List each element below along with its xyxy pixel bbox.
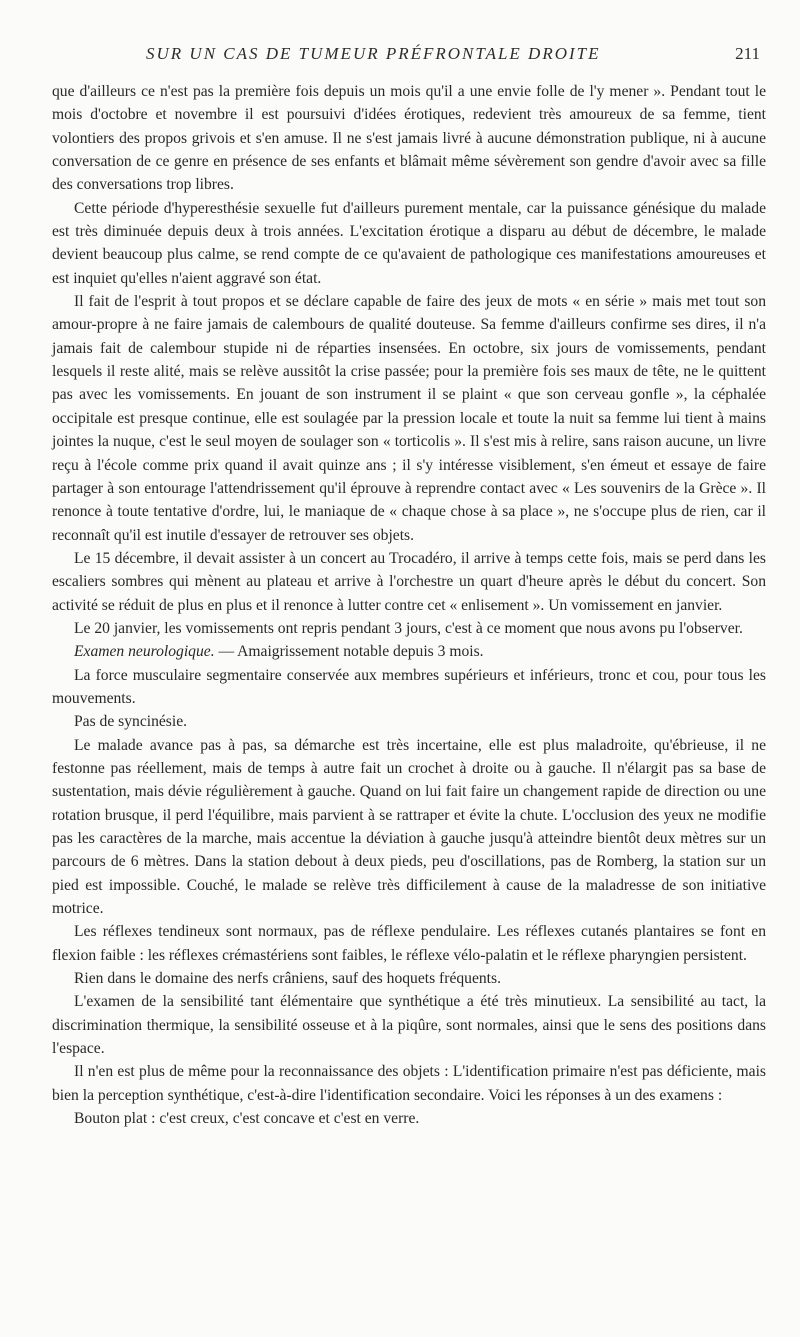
paragraph-wordplay-vomiting [52, 290, 766, 547]
paragraph-text: Le 15 décembre, il devait assister à un concert au Trocadéro, il arrive à temps cette fois, mais se perd dans les escaliers sombres qui mènent au plateau et arrive à l'orchestre un quart d'heure après le début du concert. Son activité se réduit de plus en plus et il renonce à lutter contre cet « enlisement ». Un vomissement en janvier. [52, 549, 766, 614]
paragraph-sensibility [52, 990, 766, 1060]
paragraph-text: Rien dans le domaine des nerfs crâniens, sauf des hoquets fréquents. [74, 970, 501, 988]
paragraph-gait [52, 734, 766, 921]
paragraph-text: Le 20 janvier, les vomissements ont repris pendant 3 jours, c'est à ce moment que nous avons pu l'observer. [74, 619, 743, 637]
paragraph-text: L'examen de la sensibilité tant élémentaire que synthétique a été très minutieux. La sensibilité au tact, la discrimination thermique, la sensibilité osseuse et à la piqûre, sont normales, ainsi que le sens des positions dans l'espace. [52, 993, 766, 1058]
running-title: SUR UN CAS DE TUMEUR PRÉFRONTALE DROITE [146, 44, 601, 63]
paragraph-neuro-exam [52, 640, 766, 663]
paragraph-text: Les réflexes tendineux sont normaux, pas de réflexe pendulaire. Les réflexes cutanés plantaires se font en flexion faible : les réflexes crémastériens sont faibles, le réflexe vélo-palatin et le réflexe pharyngien persistent. [52, 923, 766, 964]
paragraph-text: Il n'en est plus de même pour la reconnaissance des objets : L'identification primaire n'est pas déficiente, mais bien la perception synthétique, c'est-à-dire l'identification secondaire. Voici les réponses à un des examens : [52, 1063, 766, 1104]
paragraph-text: Cette période d'hyperesthésie sexuelle fut d'ailleurs purement mentale, car la puissance génésique du malade est très diminuée depuis deux à trois années. L'excitation érotique a disparu au début de décembre, le malade devient beaucoup plus calme, se rend compte de ce qu'avaient de pathologique ces manifestations amoureuses et est inquiet qu'elles n'aient aggravé son état. [52, 199, 766, 287]
paragraph-text: que d'ailleurs ce n'est pas la première fois depuis un mois qu'il a une envie folle de l'y mener ». Pendant tout le mois d'octobre et novembre il est poursuivi d'idées érotiques, redevient très amoureux de sa femme, tient volontiers des propos grivois et s'en amuse. Il ne s'est jamais livré à aucune démonstration publique, ni à aucune conversation de ce genre en présence de ses enfants et blâmait même sévèrement son gendre d'avoir avec sa fille des conversations trop libres. [52, 83, 766, 194]
section-lead: Examen neurologique. [74, 643, 215, 661]
paragraph-text: Il fait de l'esprit à tout propos et se déclare capable de faire des jeux de mots « en série » mais met tout son amour-propre à ne faire jamais de calembours de qualité douteuse. Sa femme d'ailleurs confirme ses dires, il n'a jamais fait de calembour stupide ni de réparties insensées. En octobre, six jours de vomissements, pendant lesquels il reste alité, mais se relève aussitôt la crise passée; pour la première fois ses maux de tête, ne le quittent pas avec les vomissements. En jouant de son instrument il se plaint « que son cerveau gonfle », la céphalée occipitale est presque continue, elle est soulagée par la pression locale et toute la nuit sa femme lui tient à mains jointes la nuque, c'est le seul moyen de soulager son « torticolis ». Il s'est mis à relire, sans raison aucune, un livre reçu à l'école comme prix quand il avait quinze ans ; il s'y intéresse visiblement, s'en émeut et essaye de faire partager à son entourage l'attendrissement qu'il éprouve à reprendre contact avec « Les souvenirs de la Grèce ». Il renonce à toute tentative d'ordre, lui, le maniaque de « chaque chose à sa place », ne s'occupe plus de rien, car il reconnaît qu'il est inutile d'essayer de retrouver ses objets. [52, 293, 766, 544]
paragraph-text: Pas de syncinésie. [74, 713, 188, 731]
paragraph-reflexes [52, 920, 766, 967]
paragraph-concert [52, 547, 766, 617]
paragraph-syncinesie [52, 710, 766, 733]
paragraph-january [52, 617, 766, 640]
paragraph-text: La force musculaire segmentaire conservée aux membres supérieurs et inférieurs, tronc et cou, pour tous les mouvements. [52, 666, 766, 707]
running-head [60, 44, 760, 68]
paragraph-text: Le malade avance pas à pas, sa démarche est très incertaine, elle est plus maladroite, qu'ébrieuse, il ne festonne pas réellement, mais de temps à autre fait un crochet à droite ou à gauche. Il n'élargit pas sa base de sustentation, mais dévie régulièrement à gauche. Quand on lui fait faire un changement rapide de direction ou une rotation brusque, il perd l'équilibre, mais parvient à se rattraper et évite la chute. L'occlusion des yeux ne modifie pas les caractères de la marche, mais accentue la déviation à gauche jusqu'à atteindre bientôt deux mètres sur un parcours de 6 mètres. Dans la station debout à deux pieds, peu d'oscillations, pas de Romberg, la station sur un pied est impossible. Couché, le malade se relève très difficilement à cause de la maladresse de son initiative motrice. [52, 736, 766, 918]
paragraph-text: — Amaigrissement notable depuis 3 mois. [214, 643, 484, 661]
body-text [52, 80, 766, 1130]
paragraph-erotic-ideas [52, 80, 766, 197]
paragraph-text: Bouton plat : c'est creux, c'est concave et c'est en verre. [74, 1110, 420, 1128]
paragraph-flat-button [52, 1107, 766, 1130]
paragraph-hyperesthesia [52, 197, 766, 290]
paragraph-muscle-force [52, 664, 766, 711]
paragraph-cranial-nerves [52, 967, 766, 990]
paragraph-object-recognition [52, 1060, 766, 1107]
page-number: 211 [735, 44, 760, 63]
